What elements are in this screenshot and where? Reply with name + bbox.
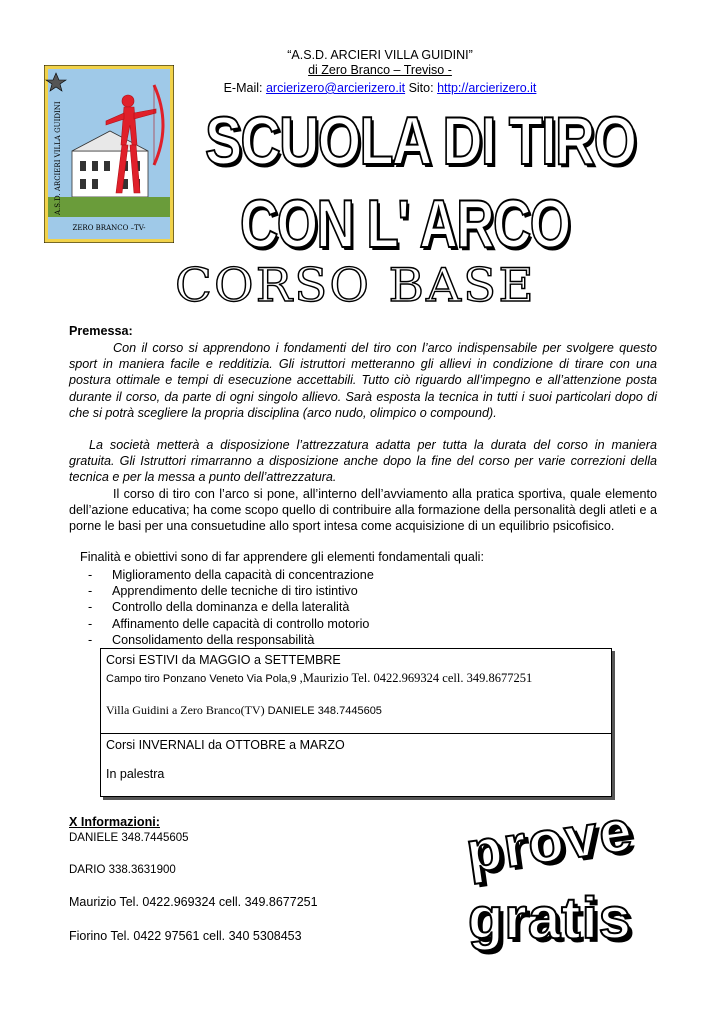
site-link[interactable]: http://arcierizero.it [437, 81, 537, 95]
site-label: Sito: [405, 81, 438, 95]
title-line-2: CON L' ARCO [240, 186, 570, 262]
summer-place-text: Campo tiro Ponzano Veneto Via Pola,9 [106, 673, 300, 685]
logo-bottom-text: ZERO BRANCO –TV- [72, 224, 146, 232]
title-line-1: SCUOLA DI TIRO [205, 103, 636, 179]
club-logo [44, 65, 174, 243]
summer-contact-text: ,Maurizio Tel. 0422.969324 cell. 349.8677251 [299, 671, 533, 685]
goals-list [88, 567, 374, 648]
paragraph-education: Il corso di tiro con l’arco si pone, all’interno dell’avviamento alla pratica sportiva, quale elemento dell’azione educativa; ha come scopo quello di contribuire alla formazione della personalità degli atleti e a porne le basi per una consuetudine allo sport intesa come acquisizione di un equilibrio psicofisico. [69, 487, 657, 534]
title-corso-base: CORSO BASE [175, 258, 536, 312]
list-item: - Controllo della dominanza e della lateralità [88, 599, 374, 615]
promo-gratis: gratis [468, 886, 632, 951]
box-divider [101, 733, 611, 734]
promo-prove: prove [462, 797, 638, 886]
villa-contact-text: DANIELE 348.7445605 [267, 705, 382, 717]
villa-courses-place [106, 701, 382, 719]
contact-maurizio: Maurizio Tel. 0422.969324 cell. 349.8677251 [69, 895, 318, 909]
winter-courses-title: Corsi INVERNALI da OTTOBRE a MARZO [106, 738, 345, 752]
villa-place-text: Villa Guidini a Zero Branco(TV) [106, 703, 268, 717]
list-item: - Affinamento delle capacità di controllo motorio [88, 616, 374, 632]
summer-courses-title: Corsi ESTIVI da MAGGIO a SETTEMBRE [106, 653, 341, 667]
summer-courses-place [106, 669, 532, 687]
logo-vertical-text: A.S.D. ARCIERI VILLA GUIDINI [54, 101, 62, 215]
contact-dario: DARIO 338.3631900 [69, 864, 176, 876]
email-label: E-Mail: [223, 81, 266, 95]
premessa-heading: Premessa: [69, 324, 133, 338]
contact-daniele: DANIELE 348.7445605 [69, 832, 189, 844]
list-item: - Apprendimento delle tecniche di tiro istintivo [88, 583, 374, 599]
email-link[interactable]: arcierizero@arcierizero.it [265, 81, 406, 95]
list-item: - Consolidamento della responsabilità [88, 632, 374, 648]
list-item: - Miglioramento della capacità di concentrazione [88, 567, 374, 583]
paragraph-intro: Con il corso si apprendono i fondamenti del tiro con l’arco indispensabile per svolgere questo sport in maniera facile e redditizia. Gli istruttori metteranno gli allievi in condizione di tirare con una postura ottimale e tempi di esecuzione accettabili. Tutto ciò riguardo all’impegno e all’attenzione posta durante il corso, da parte di ogni singolo allievo. Sarà esposta la tecnica in tutti i suoi particolari dopo di che si potrà scegliere la propria disciplina (arco nudo, olimpico o compound). [69, 341, 657, 420]
paragraph-goals-intro: Finalità e obiettivi sono di far apprendere gli elementi fondamentali quali: [80, 550, 484, 564]
info-heading: X Informazioni: [69, 815, 160, 829]
contact-line [150, 81, 610, 96]
winter-courses-place: In palestra [106, 767, 165, 781]
association-name: “A.S.D. ARCIERI VILLA GUIDINI” [287, 48, 473, 62]
paragraph-equipment: La società metterà a disposizione l’attrezzatura adatta per tutta la durata del corso in maniera gratuita. Gli Istruttori rimarranno a disposizione anche dopo la fine del corso per varie correzioni della tecnica e per la messa a punto dell’attrezzatura. [69, 438, 657, 485]
courses-box [100, 648, 612, 797]
association-location: di Zero Branco – Treviso - [308, 63, 452, 77]
contact-fiorino: Fiorino Tel. 0422 97561 cell. 340 5308453 [69, 929, 302, 943]
